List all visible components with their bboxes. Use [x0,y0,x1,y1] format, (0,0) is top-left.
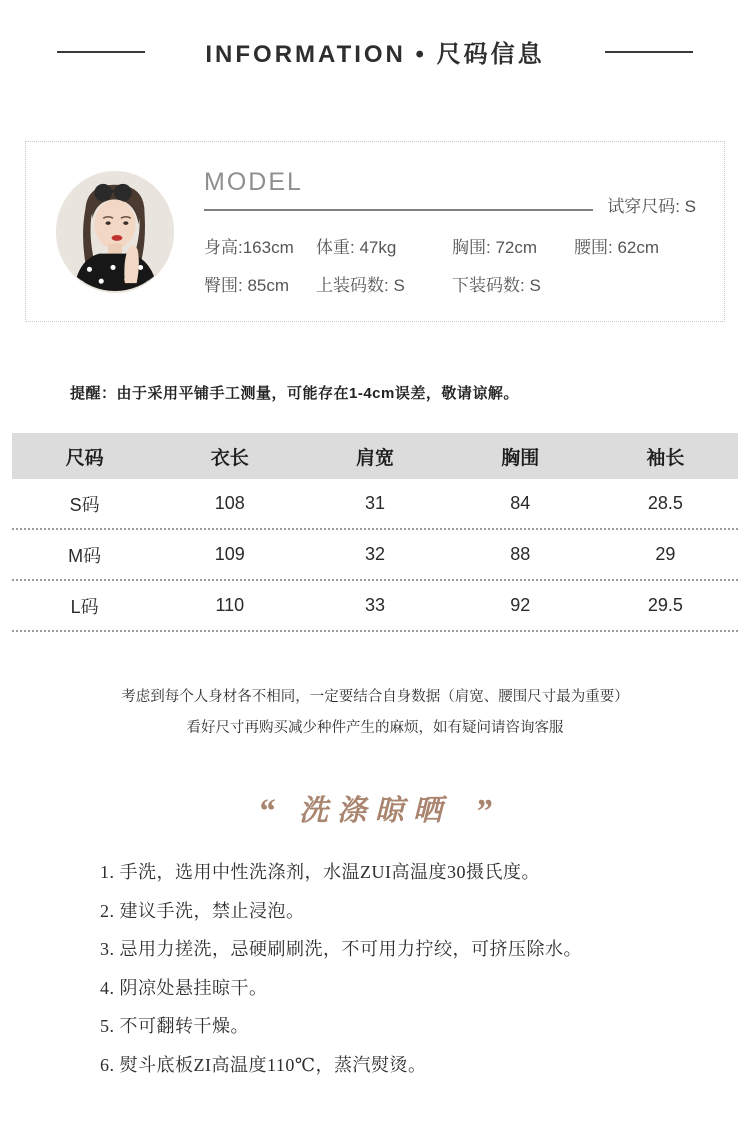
model-title-row [204,167,696,216]
header-rule-right [605,51,693,53]
washing-item-1: 1. 手洗，选用中性洗涤剂，水温ZUI高温度30摄氏度。 [100,862,540,882]
stat-hip: 臀围: 85cm [204,275,290,295]
close-quote-mark: ” [475,793,492,830]
col-length: 衣长 [210,447,249,469]
size-table-header [12,433,738,479]
cell-s-shoulder: 31 [364,493,386,513]
washing-item-4: 4. 阴凉处悬挂晾干。 [100,977,268,998]
model-title-underline [204,168,593,211]
washing-item-5: 5. 不可翻转干燥。 [100,1016,249,1036]
cell-l-sleeve: 29.5 [647,595,683,615]
cell-m-bust: 88 [510,544,531,564]
header-rule-left [57,51,145,53]
note-line-2: 看好尺寸再购买减少种件产生的麻烦，如有疑问请咨询客服 [186,720,564,736]
cell-l-shoulder: 33 [364,595,386,615]
washing-section-title [0,788,750,831]
washing-instructions-list [100,853,750,1084]
page-title: INFORMATION • 尺码信息 [205,41,545,68]
page-header [0,0,750,69]
note-line-1: 考虑到每个人身材各不相同，一定要结合自身数据（肩宽、腰围尺寸最为重要） [121,689,629,705]
col-shoulder: 肩宽 [356,447,395,469]
model-info-card [25,141,725,322]
open-quote-mark: “ [257,793,275,830]
model-photo-wrap [26,171,204,293]
cell-l-size: L码 [70,596,99,617]
stat-top-size: 上装码数: S [316,275,405,295]
cell-m-shoulder: 32 [364,544,386,564]
cell-m-length: 109 [214,544,245,564]
model-stats [204,233,696,296]
washing-item-6: 6. 熨斗底板ZI高温度110℃，蒸汽熨烫。 [100,1054,427,1075]
col-sleeve: 袖长 [646,447,685,469]
cell-l-length: 110 [215,595,245,615]
fit-size-label: 试穿尺码: S [607,196,696,216]
cell-m-sleeve: 29 [655,544,676,564]
model-title: MODEL [204,167,303,196]
stat-weight: 体重: 47kg [316,237,397,257]
stat-waist: 腰围: 62cm [574,237,660,257]
size-advisory-note [0,682,750,744]
model-photo [56,171,174,293]
table-row-s [12,479,738,530]
washing-item-3: 3. 忌用力搓洗，忌硬刷刷洗，不可用力拧绞，可挤压除水。 [100,939,582,959]
model-portrait-illustration [56,171,174,293]
col-size: 尺码 [65,447,104,469]
washing-item-2: 2. 建议手洗，禁止浸泡。 [100,900,305,921]
stat-height: 身高:163cm [204,237,294,257]
model-info [204,168,724,296]
size-table [12,433,738,632]
washing-title-text: 洗涤晾晒 [298,795,451,827]
cell-l-bust: 92 [510,595,531,615]
stat-bust: 胸围: 72cm [452,237,538,257]
measurement-reminder: 提醒：由于采用平铺手工测量，可能存在1-4cm误差，敬请谅解。 [70,385,519,402]
cell-s-size: S码 [69,494,100,515]
stat-bottom-size: 下装码数: S [452,275,541,295]
cell-m-size: M码 [68,545,102,566]
cell-s-length: 108 [214,493,245,513]
table-row-l [12,581,738,632]
col-bust: 胸围 [501,447,540,469]
cell-s-sleeve: 28.5 [647,493,683,513]
table-row-m [12,530,738,581]
cell-s-bust: 84 [510,493,531,513]
